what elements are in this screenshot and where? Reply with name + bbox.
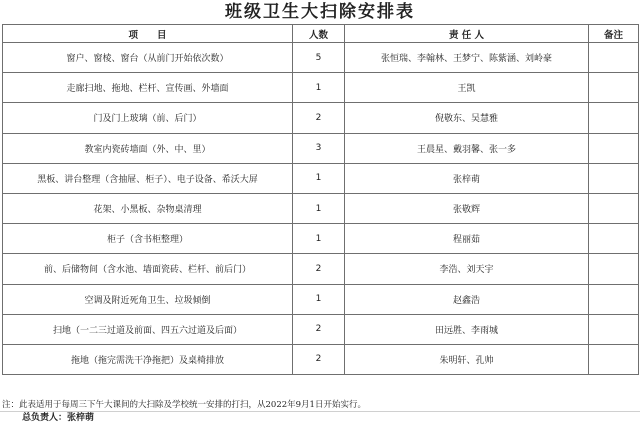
table-row [3,163,639,193]
header-item: 项 目 [3,25,293,43]
table-row [3,254,639,284]
cell-note[interactable] [589,43,639,73]
table-row [3,344,639,374]
cell-note[interactable] [589,73,639,103]
cell-count[interactable]: 2 [293,254,345,284]
cell-item[interactable]: 拖地（拖完需洗干净拖把）及桌椅排放 [3,344,293,374]
table-row [3,193,639,223]
cell-people[interactable]: 王晨星、戴羽馨、张一多 [345,133,589,163]
cell-item[interactable]: 柜子（含书柜整理） [3,224,293,254]
table-row [3,43,639,73]
page-title: 班级卫生大扫除安排表 [225,2,415,22]
cell-note[interactable] [589,163,639,193]
leader-label: 总负责人： [22,413,68,423]
cell-people[interactable]: 张敬辉 [345,193,589,223]
cleaning-schedule-table [2,24,639,375]
cell-note[interactable] [589,103,639,133]
table-row [3,314,639,344]
cell-item[interactable]: 窗户、窗棱、窗台（从前门开始依次数） [3,43,293,73]
leader-name: 张梓萌 [67,413,95,423]
cell-count[interactable]: 1 [293,193,345,223]
cell-note[interactable] [589,314,639,344]
header-row [3,25,639,43]
cell-count[interactable]: 1 [293,224,345,254]
cell-note[interactable] [589,193,639,223]
cell-note[interactable] [589,133,639,163]
table-row [3,103,639,133]
cell-people[interactable]: 李浩、刘天宇 [345,254,589,284]
cell-people[interactable]: 张梓萌 [345,163,589,193]
cell-count[interactable]: 5 [293,43,345,73]
header-count: 人数 [293,25,345,43]
cell-people[interactable]: 张恒瑞、李翰林、王梦宁、陈紫涵、刘岭豪 [345,43,589,73]
header-note: 备注 [589,25,639,43]
cell-note[interactable] [589,344,639,374]
cell-count[interactable]: 1 [293,163,345,193]
footnote: 注：此表适用于每周三下午大课间的大扫除及学校统一安排的打扫，从2022年9月1日开始实行。 [2,400,366,410]
cell-count[interactable]: 2 [293,344,345,374]
cell-people[interactable]: 朱明轩、孔帅 [345,344,589,374]
table-row [3,73,639,103]
cell-item[interactable]: 前、后储物间（含水池、墙面瓷砖、栏杆、前后门） [3,254,293,284]
cell-item[interactable]: 走廊扫地、拖地、栏杆、宣传画、外墙面 [3,73,293,103]
cell-count[interactable]: 3 [293,133,345,163]
cell-count[interactable]: 2 [293,314,345,344]
table-row [3,284,639,314]
header-people: 责 任 人 [345,25,589,43]
table-row [3,224,639,254]
cell-people[interactable]: 程丽茹 [345,224,589,254]
cell-people[interactable]: 赵鑫浩 [345,284,589,314]
leader-line [22,412,94,425]
cell-count[interactable]: 1 [293,73,345,103]
cell-item[interactable]: 空调及附近死角卫生、垃圾倾倒 [3,284,293,314]
cell-people[interactable]: 王凯 [345,73,589,103]
cell-note[interactable] [589,254,639,284]
cell-item[interactable]: 门及门上玻璃（前、后门） [3,103,293,133]
cell-item[interactable]: 扫地（一二三过道及前面、四五六过道及后面） [3,314,293,344]
cell-note[interactable] [589,284,639,314]
cell-note[interactable] [589,224,639,254]
table-row [3,133,639,163]
table-body [3,43,639,375]
cell-count[interactable]: 1 [293,284,345,314]
divider [0,411,640,412]
cell-people[interactable]: 倪敬东、吴慧雅 [345,103,589,133]
cell-count[interactable]: 2 [293,103,345,133]
cell-item[interactable]: 黑板、讲台整理（含抽屉、柜子）、电子设备、希沃大屏 [3,163,293,193]
cell-item[interactable]: 教室内瓷砖墙面（外、中、里） [3,133,293,163]
cell-people[interactable]: 田远胜、李雨城 [345,314,589,344]
cell-item[interactable]: 花架、小黑板、杂物桌清理 [3,193,293,223]
